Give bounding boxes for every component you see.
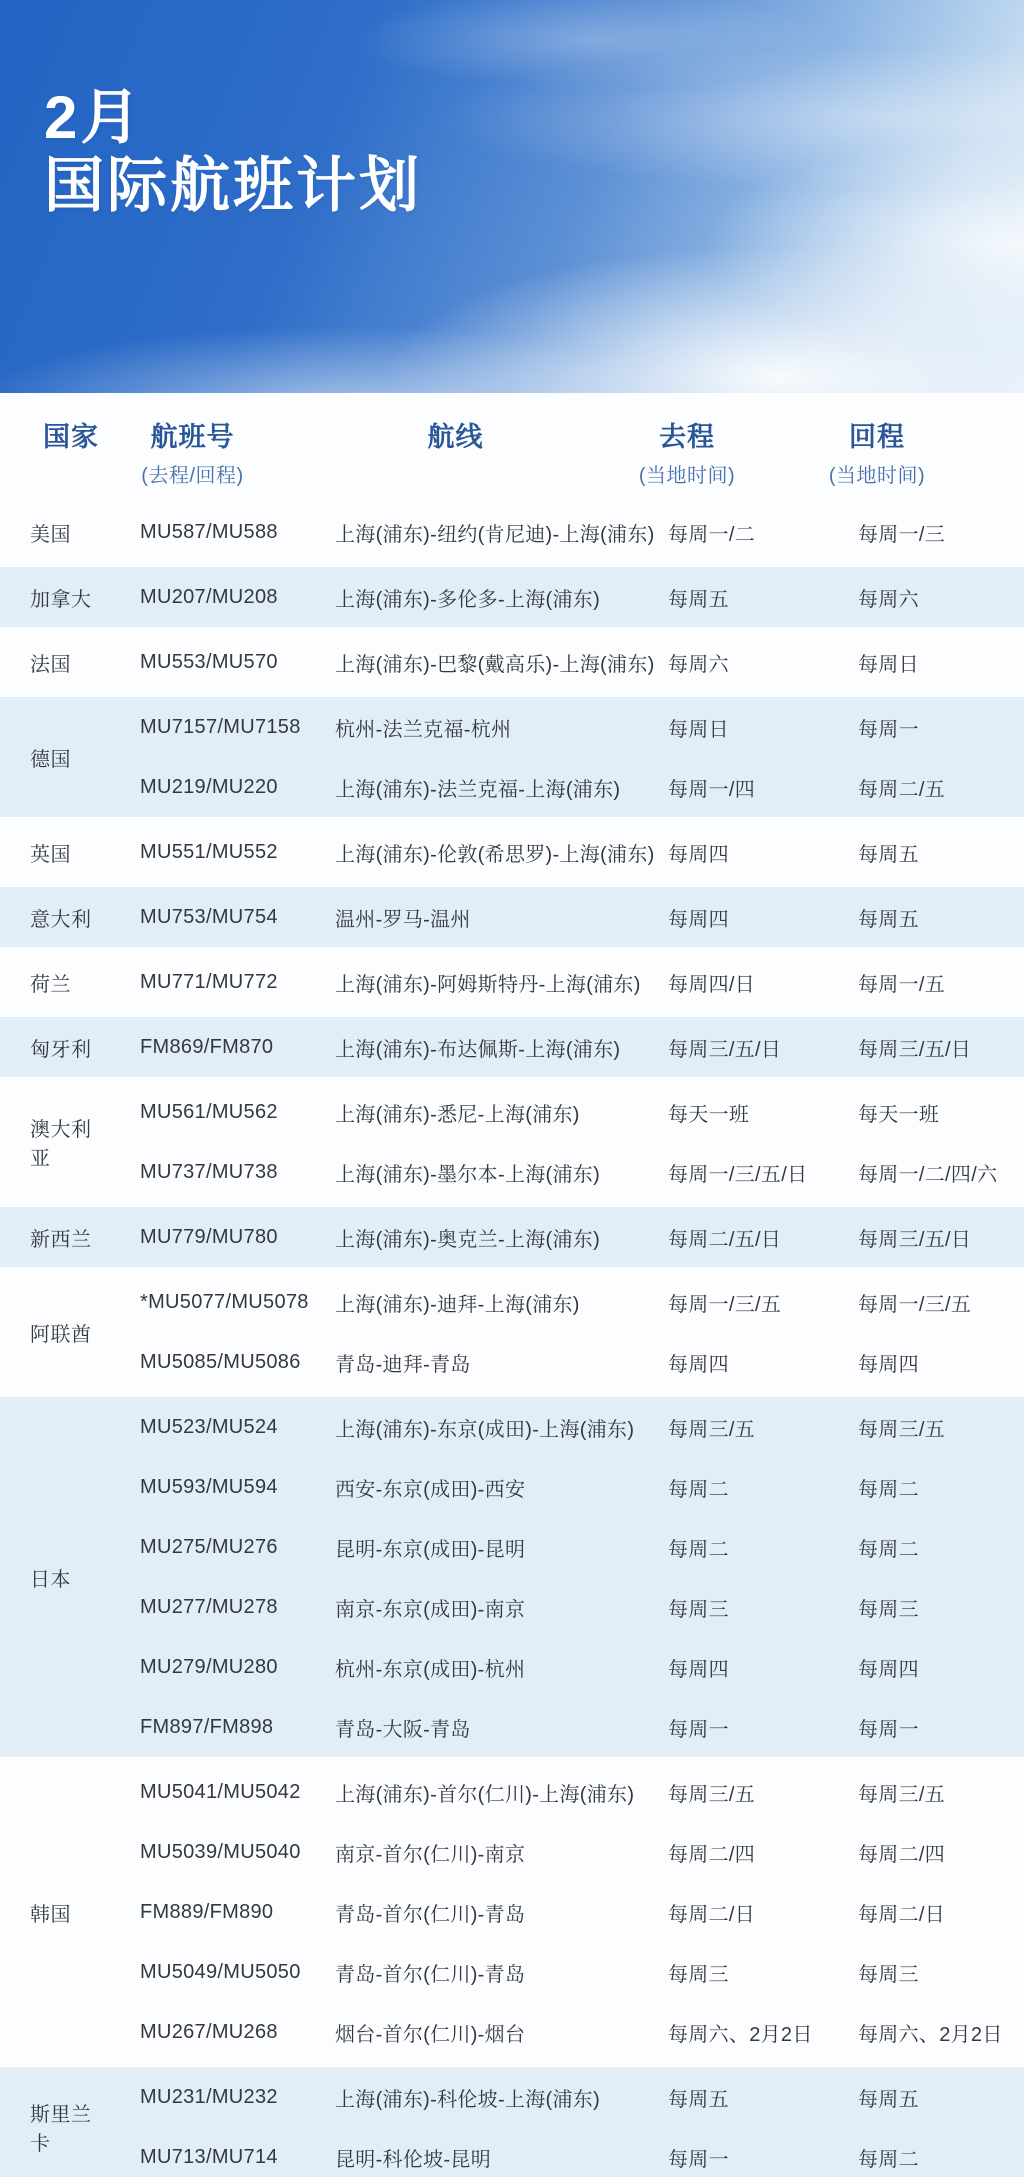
column-header-inbound-sub: (当地时间)	[828, 465, 926, 487]
country-label: 新西兰	[30, 1228, 92, 1251]
flight-number: MU593/MU594	[140, 1475, 278, 1498]
table-row	[110, 757, 1024, 817]
country-label: 意大利	[30, 908, 92, 931]
route: 青岛-迪拜-青岛	[335, 1353, 471, 1376]
country-group-rows	[110, 952, 1024, 1012]
table-row	[110, 1762, 1024, 1822]
country-group-rows	[110, 1207, 1024, 1267]
country-group	[0, 632, 1024, 692]
table-row	[110, 1142, 1024, 1202]
country-label: 英国	[30, 843, 71, 866]
flight-number: MU279/MU280	[140, 1655, 278, 1678]
route: 上海(浦东)-迪拜-上海(浦东)	[335, 1293, 580, 1316]
outbound-days: 每周六、2月2日	[668, 2023, 813, 2046]
flight-number: MU267/MU268	[140, 2020, 278, 2043]
table-row	[110, 1332, 1024, 1392]
route: 上海(浦东)-法兰克福-上海(浦东)	[335, 778, 621, 801]
country-label: 日本	[30, 1568, 71, 1591]
inbound-days: 每周二/四	[858, 1843, 946, 1866]
flight-number: *MU5077/MU5078	[140, 1290, 309, 1313]
country-label: 荷兰	[30, 973, 71, 996]
route: 青岛-大阪-青岛	[335, 1718, 471, 1741]
column-header-outbound: 去程 (当地时间)	[638, 422, 736, 487]
inbound-days: 每周五	[858, 2088, 919, 2111]
route: 上海(浦东)-阿姆斯特丹-上海(浦东)	[335, 973, 641, 996]
outbound-days: 每周一	[668, 2148, 729, 2171]
route: 上海(浦东)-墨尔本-上海(浦东)	[335, 1163, 601, 1186]
column-header-inbound: 回程 (当地时间)	[828, 422, 926, 487]
country-group	[0, 1272, 1024, 1392]
route: 昆明-科伦坡-昆明	[335, 2148, 492, 2171]
flight-number: MU5049/MU5050	[140, 1960, 301, 1983]
inbound-days: 每周四	[858, 1353, 919, 1376]
outbound-days: 每周五	[668, 588, 729, 611]
country-label: 加拿大	[30, 588, 92, 611]
country-group-rows	[110, 1017, 1024, 1077]
flight-table	[0, 502, 1024, 2177]
inbound-days: 每周一	[858, 1718, 919, 1741]
table-row	[110, 1272, 1024, 1332]
flight-number: MU207/MU208	[140, 585, 278, 608]
outbound-days: 每周五	[668, 2088, 729, 2111]
table-row	[110, 1397, 1024, 1457]
country-group-rows	[110, 697, 1024, 817]
outbound-days: 每周一/三/五/日	[668, 1163, 808, 1186]
country-label: 德国	[30, 748, 71, 771]
outbound-days: 每周六	[668, 653, 729, 676]
table-row	[110, 567, 1024, 627]
inbound-days: 每周日	[858, 653, 919, 676]
country-label: 匈牙利	[30, 1038, 92, 1061]
country-group-rows	[110, 887, 1024, 947]
inbound-days: 每周五	[858, 908, 919, 931]
country-group-rows	[110, 2067, 1024, 2177]
flight-number: MU771/MU772	[140, 970, 278, 993]
country-group	[0, 1207, 1024, 1267]
inbound-days: 每周三/五	[858, 1418, 946, 1441]
inbound-days: 每周一/三	[858, 523, 946, 546]
country-group-rows	[110, 632, 1024, 692]
table-row	[110, 1517, 1024, 1577]
route: 南京-首尔(仁川)-南京	[335, 1843, 526, 1866]
flight-number: MU219/MU220	[140, 775, 278, 798]
table-row	[110, 1697, 1024, 1757]
outbound-days: 每周一/二	[668, 523, 756, 546]
route: 上海(浦东)-悉尼-上海(浦东)	[335, 1103, 580, 1126]
outbound-days: 每周四	[668, 1658, 729, 1681]
flight-number: MU231/MU232	[140, 2085, 278, 2108]
inbound-days: 每周四	[858, 1658, 919, 1681]
hero-banner	[0, 0, 1024, 393]
route: 上海(浦东)-多伦多-上海(浦东)	[335, 588, 601, 611]
country-group	[0, 952, 1024, 1012]
country-group	[0, 1017, 1024, 1077]
inbound-days: 每周五	[858, 843, 919, 866]
outbound-days: 每周三/五	[668, 1418, 756, 1441]
route: 温州-罗马-温州	[335, 908, 471, 931]
flight-number: MU753/MU754	[140, 905, 278, 928]
route: 青岛-首尔(仁川)-青岛	[335, 1963, 526, 1986]
route: 杭州-东京(成田)-杭州	[335, 1658, 526, 1681]
country-label: 阿联酋	[30, 1323, 92, 1346]
inbound-days: 每周一/三/五	[858, 1293, 972, 1316]
country-group	[0, 1762, 1024, 2062]
column-header-country: 国家	[43, 422, 99, 452]
country-group	[0, 502, 1024, 562]
table-row	[110, 502, 1024, 562]
inbound-days: 每周三/五	[858, 1783, 946, 1806]
outbound-days: 每周二	[668, 1478, 729, 1501]
flight-number: MU275/MU276	[140, 1535, 278, 1558]
flight-number: MU5041/MU5042	[140, 1780, 301, 1803]
table-row	[110, 1822, 1024, 1882]
table-row	[110, 1457, 1024, 1517]
country-group-rows	[110, 1762, 1024, 2062]
inbound-days: 每周三/五/日	[858, 1228, 972, 1251]
inbound-days: 每周三/五/日	[858, 1038, 972, 1061]
table-row	[110, 1577, 1024, 1637]
page-title-line1: 2月	[44, 84, 144, 151]
flight-number: MU5039/MU5040	[140, 1840, 301, 1863]
inbound-days: 每周三	[858, 1598, 919, 1621]
inbound-days: 每周二/五	[858, 778, 946, 801]
outbound-days: 每周一/三/五	[668, 1293, 782, 1316]
outbound-days: 每周一/四	[668, 778, 756, 801]
country-group	[0, 1397, 1024, 1757]
flight-number: MU737/MU738	[140, 1160, 278, 1183]
table-header	[0, 393, 1024, 502]
route: 杭州-法兰克福-杭州	[335, 718, 512, 741]
flight-number: MU551/MU552	[140, 840, 278, 863]
outbound-days: 每周三/五/日	[668, 1038, 782, 1061]
country-group-rows	[110, 567, 1024, 627]
outbound-days: 每周三	[668, 1598, 729, 1621]
table-row	[110, 1882, 1024, 1942]
outbound-days: 每周二	[668, 1538, 729, 1561]
route: 南京-东京(成田)-南京	[335, 1598, 526, 1621]
country-label: 法国	[30, 653, 71, 676]
flight-number: FM889/FM890	[140, 1900, 274, 1923]
page-title	[44, 84, 422, 220]
country-group-rows	[110, 1397, 1024, 1757]
country-group-rows	[110, 1272, 1024, 1392]
table-row	[110, 1207, 1024, 1267]
country-group	[0, 697, 1024, 817]
flight-number: MU523/MU524	[140, 1415, 278, 1438]
outbound-days: 每周二/日	[668, 1903, 756, 1926]
outbound-days: 每周四	[668, 843, 729, 866]
route: 上海(浦东)-纽约(肯尼迪)-上海(浦东)	[335, 523, 655, 546]
route: 上海(浦东)-科伦坡-上海(浦东)	[335, 2088, 601, 2111]
route: 上海(浦东)-伦敦(希思罗)-上海(浦东)	[335, 843, 655, 866]
flight-number: MU779/MU780	[140, 1225, 278, 1248]
flight-number: FM869/FM870	[140, 1035, 274, 1058]
inbound-days: 每周六	[858, 588, 919, 611]
flight-number: MU713/MU714	[140, 2145, 278, 2168]
table-row	[110, 1082, 1024, 1142]
column-header-flight-no-sub: (去程/回程)	[141, 465, 244, 487]
outbound-days: 每周日	[668, 718, 729, 741]
inbound-days: 每天一班	[858, 1103, 940, 1126]
country-label: 澳大利亚	[30, 1119, 92, 1170]
flight-number: MU7157/MU7158	[140, 715, 301, 738]
country-label: 韩国	[30, 1903, 71, 1926]
outbound-days: 每周二/四	[668, 1843, 756, 1866]
flight-number: MU561/MU562	[140, 1100, 278, 1123]
outbound-days: 每周一	[668, 1718, 729, 1741]
inbound-days: 每周一	[858, 718, 919, 741]
table-row	[110, 822, 1024, 882]
route: 烟台-首尔(仁川)-烟台	[335, 2023, 526, 2046]
outbound-days: 每周四	[668, 908, 729, 931]
route: 西安-东京(成田)-西安	[335, 1478, 526, 1501]
flight-number: MU587/MU588	[140, 520, 278, 543]
outbound-days: 每周四/日	[668, 973, 756, 996]
route: 上海(浦东)-巴黎(戴高乐)-上海(浦东)	[335, 653, 655, 676]
table-row	[110, 2067, 1024, 2127]
inbound-days: 每周二/日	[858, 1903, 946, 1926]
outbound-days: 每天一班	[668, 1103, 750, 1126]
table-row	[110, 887, 1024, 947]
table-row	[110, 2002, 1024, 2062]
flight-number: FM897/FM898	[140, 1715, 274, 1738]
country-group-rows	[110, 822, 1024, 882]
column-header-outbound-sub: (当地时间)	[638, 465, 736, 487]
outbound-days: 每周二/五/日	[668, 1228, 782, 1251]
inbound-days: 每周二	[858, 1478, 919, 1501]
table-row	[110, 1942, 1024, 2002]
country-group	[0, 567, 1024, 627]
flight-number: MU553/MU570	[140, 650, 278, 673]
table-row	[110, 2127, 1024, 2177]
outbound-days: 每周四	[668, 1353, 729, 1376]
inbound-days: 每周二	[858, 1538, 919, 1561]
inbound-days: 每周一/二/四/六	[858, 1163, 998, 1186]
column-header-flight-no: 航班号 (去程/回程)	[141, 422, 244, 487]
route: 上海(浦东)-东京(成田)-上海(浦东)	[335, 1418, 635, 1441]
inbound-days: 每周三	[858, 1963, 919, 1986]
country-group	[0, 1082, 1024, 1202]
country-label: 美国	[30, 523, 71, 546]
country-group	[0, 822, 1024, 882]
table-row	[110, 1637, 1024, 1697]
flight-number: MU277/MU278	[140, 1595, 278, 1618]
inbound-days: 每周六、2月2日	[858, 2023, 1003, 2046]
route: 上海(浦东)-奥克兰-上海(浦东)	[335, 1228, 601, 1251]
flight-number: MU5085/MU5086	[140, 1350, 301, 1373]
route: 上海(浦东)-布达佩斯-上海(浦东)	[335, 1038, 621, 1061]
country-group	[0, 2067, 1024, 2177]
table-row	[110, 632, 1024, 692]
table-row	[110, 952, 1024, 1012]
column-header-route: 航线	[427, 422, 484, 452]
route: 青岛-首尔(仁川)-青岛	[335, 1903, 526, 1926]
route: 上海(浦东)-首尔(仁川)-上海(浦东)	[335, 1783, 635, 1806]
table-row	[110, 1017, 1024, 1077]
country-group	[0, 887, 1024, 947]
country-group-rows	[110, 502, 1024, 562]
outbound-days: 每周三/五	[668, 1783, 756, 1806]
page-title-line2: 国际航班计划	[44, 152, 422, 219]
country-label: 斯里兰卡	[30, 2104, 92, 2155]
inbound-days: 每周一/五	[858, 973, 946, 996]
table-row	[110, 697, 1024, 757]
country-group-rows	[110, 1082, 1024, 1202]
outbound-days: 每周三	[668, 1963, 729, 1986]
inbound-days: 每周二	[858, 2148, 919, 2171]
route: 昆明-东京(成田)-昆明	[335, 1538, 526, 1561]
